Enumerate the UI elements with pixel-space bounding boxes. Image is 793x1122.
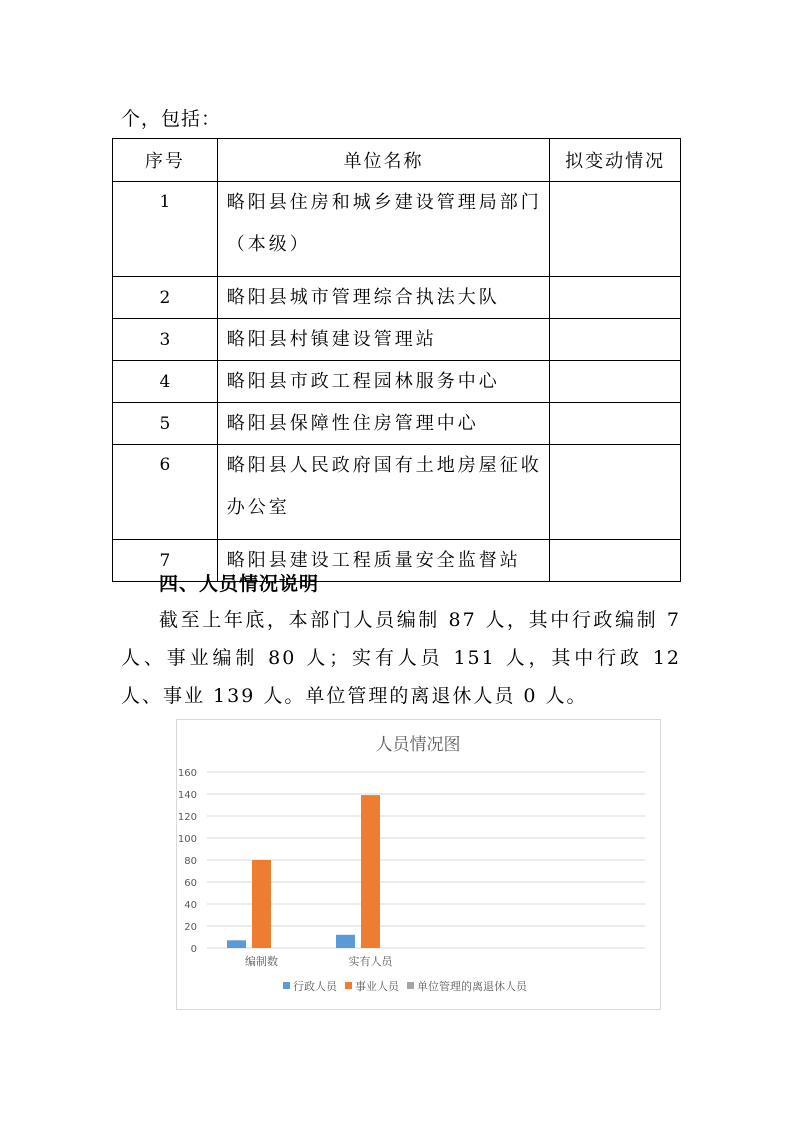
row-change <box>550 361 681 403</box>
table-row <box>113 445 681 540</box>
row-change <box>550 182 681 277</box>
table-row <box>113 403 681 445</box>
y-tick-label: 40 <box>184 900 197 911</box>
unit-table <box>112 138 681 582</box>
x-tick-label: 实有人员 <box>348 955 393 968</box>
y-tick-label: 140 <box>177 790 197 801</box>
chart-bars <box>227 795 380 948</box>
legend-label: 事业人员 <box>355 980 399 993</box>
row-seq: 3 <box>113 319 218 361</box>
row-change <box>550 319 681 361</box>
bar <box>336 935 355 948</box>
chart-grid <box>207 772 645 948</box>
section-heading: 四、人员情况说明 <box>159 573 320 595</box>
row-seq: 4 <box>113 361 218 403</box>
chart-legend <box>283 979 528 993</box>
header-change: 拟变动情况 <box>550 139 681 182</box>
header-seq: 序号 <box>113 139 218 182</box>
y-tick-label: 20 <box>184 922 197 933</box>
row-seq: 5 <box>113 403 218 445</box>
chart-y-ticks <box>178 768 197 955</box>
row-change <box>550 540 681 582</box>
intro-text: 个，包括： <box>121 108 222 130</box>
row-seq: 7 <box>113 540 218 582</box>
y-tick-label: 80 <box>184 856 197 867</box>
table-row <box>113 182 681 277</box>
legend-swatch <box>345 982 352 989</box>
y-tick-label: 60 <box>184 878 197 889</box>
legend-label: 单位管理的离退休人员 <box>417 980 527 993</box>
row-name: 略阳县城市管理综合执法大队 <box>217 277 549 319</box>
row-seq: 6 <box>113 445 218 540</box>
table-header-row <box>113 139 681 182</box>
row-name: 略阳县住房和城乡建设管理局部门（本级） <box>217 182 549 277</box>
bar <box>252 860 271 948</box>
legend-label: 行政人员 <box>293 980 337 993</box>
row-name: 略阳县市政工程园林服务中心 <box>217 361 549 403</box>
row-name: 略阳县人民政府国有土地房屋征收办公室 <box>217 445 549 540</box>
chart-svg <box>177 720 660 1009</box>
staff-paragraph: 截至上年底，本部门人员编制 87 人，其中行政编制 7 人、事业编制 80 人；实有人员 151 人，其中行政 12 人、事业 139 人。单位管理的离退休人员 0 人。 <box>121 609 681 707</box>
row-name: 略阳县村镇建设管理站 <box>217 319 549 361</box>
legend-swatch <box>407 982 414 989</box>
bar <box>361 795 380 948</box>
y-tick-label: 0 <box>190 944 197 955</box>
row-seq: 2 <box>113 277 218 319</box>
table-row <box>113 319 681 361</box>
table-row <box>113 277 681 319</box>
chart-x-ticks <box>245 954 393 968</box>
row-change <box>550 403 681 445</box>
row-change <box>550 277 681 319</box>
row-name: 略阳县建设工程质量安全监督站 <box>217 540 549 582</box>
legend-swatch <box>283 982 290 989</box>
bar <box>227 940 246 948</box>
x-tick-label: 编制数 <box>245 955 278 968</box>
row-name: 略阳县保障性住房管理中心 <box>217 403 549 445</box>
y-tick-label: 120 <box>177 812 197 823</box>
row-change <box>550 445 681 540</box>
table-row <box>113 361 681 403</box>
chart-title: 人员情况图 <box>375 735 461 755</box>
y-tick-label: 100 <box>177 834 197 845</box>
y-tick-label: 160 <box>177 768 197 779</box>
staff-chart <box>176 719 661 1010</box>
header-name: 单位名称 <box>217 139 549 182</box>
row-seq: 1 <box>113 182 218 277</box>
